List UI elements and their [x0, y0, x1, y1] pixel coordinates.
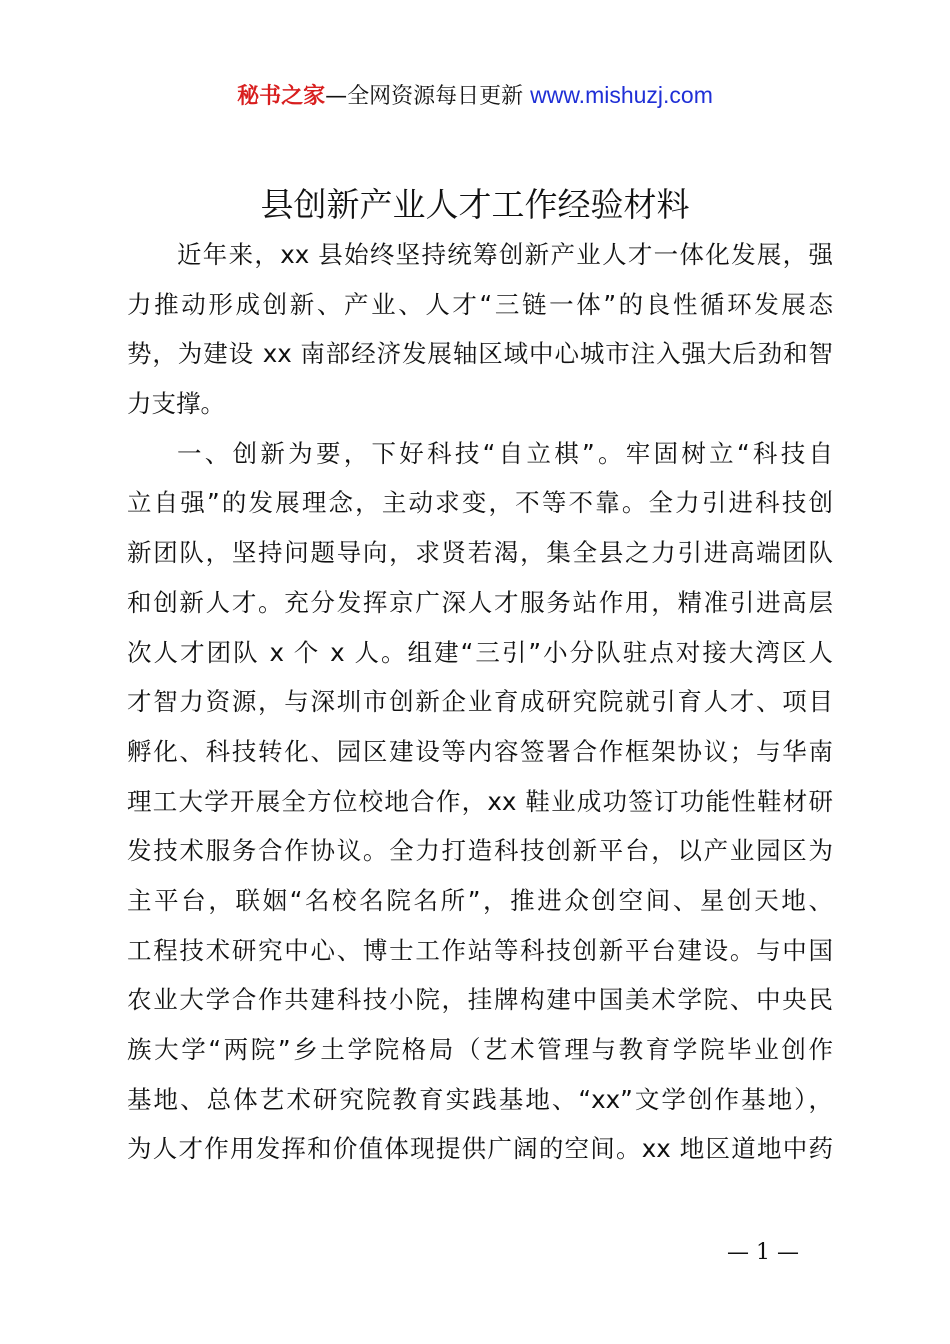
- text-line: 发技术服务合作协议。全力打造科技创新平台，以产业园区为: [127, 836, 833, 866]
- text-line: 农业大学合作共建科技小院，挂牌构建中国美术学院、中央民: [127, 985, 833, 1015]
- text-line: 一、创新为要，下好科技“自立棋”。牢固树立“科技自: [177, 438, 833, 468]
- page-number: — 1 —: [727, 1240, 799, 1265]
- text-line: 才智力资源，与深圳市创新企业育成研究院就引育人才、项目: [127, 687, 833, 717]
- text-line: 近年来，xx 县始终坚持统筹创新产业人才一体化发展，强: [177, 240, 833, 269]
- text-line: 主平台，联姻“名校名院名所”，推进众创空间、星创天地、: [127, 885, 833, 915]
- text-line: 为人才作用发挥和价值体现提供广阔的空间。xx 地区道地中药: [127, 1134, 833, 1164]
- text-line: 理工大学开展全方位校地合作，xx 鞋业成功签订功能性鞋材研: [127, 786, 833, 816]
- header-slogan: —全网资源每日更新: [325, 84, 524, 109]
- text-line: 立自强”的发展理念，主动求变，不等不靠。全力引进科技创: [127, 488, 833, 518]
- text-line: 力推动形成创新、产业、人才“三链一体”的良性循环发展态: [127, 289, 833, 319]
- text-line: 力支撑。: [127, 389, 225, 419]
- text-line: 基地、总体艺术研究院教育实践基地、“xx”文学创作基地），: [127, 1084, 833, 1114]
- site-url-link[interactable]: www.mishuzj.com: [530, 82, 713, 108]
- document-body: [127, 230, 833, 1174]
- text-line: 族大学“两院”乡土学院格局（艺术管理与教育学院毕业创作: [127, 1035, 833, 1064]
- text-line: 工程技术研究中心、博士工作站等科技创新平台建设。与中国: [127, 935, 833, 965]
- site-header: [0, 78, 950, 114]
- document-title: 县创新产业人才工作经验材料: [260, 185, 690, 224]
- text-line: 孵化、科技转化、园区建设等内容签署合作框架协议；与华南: [127, 736, 833, 766]
- text-line: 次人才团队 x 个 x 人。组建“三引”小分队驻点对接大湾区人: [127, 637, 833, 667]
- text-line: 和创新人才。充分发挥京广深人才服务站作用，精准引进高层: [127, 587, 833, 617]
- text-line: 新团队，坚持问题导向，求贤若渴，集全县之力引进高端团队: [127, 538, 833, 568]
- text-line: 势，为建设 xx 南部经济发展轴区域中心城市注入强大后劲和智: [127, 339, 833, 369]
- brand-name: 秘书之家: [237, 84, 326, 109]
